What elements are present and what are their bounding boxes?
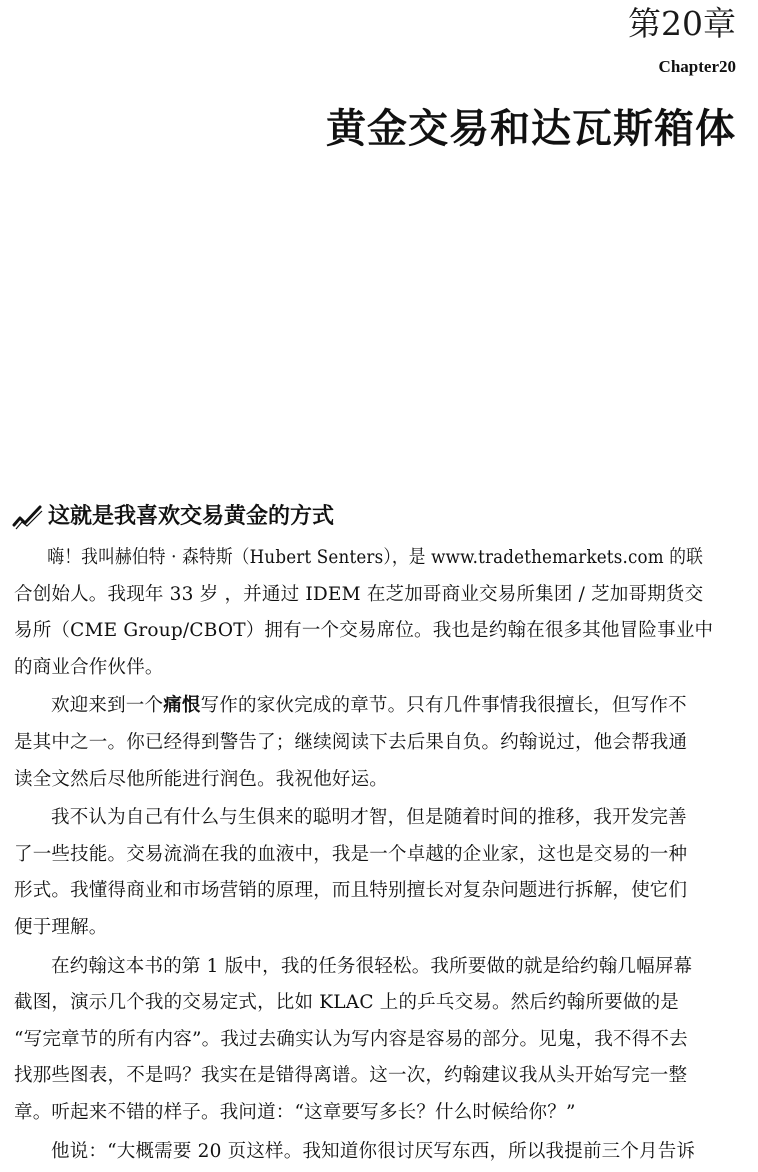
text-line: 合创始人。我现年 33 岁 ，并通过 IDEM 在芝加哥商业交易所集团 / 芝加哥期货交 — [14, 583, 704, 605]
text-line: 读全文然后尽他所能进行润色。我祝他好运。 — [14, 768, 389, 790]
paragraph-3 — [14, 800, 740, 946]
text-line: 我不认为自己有什么与生俱来的聪明才智，但是随着时间的推移，我开发完善 — [51, 807, 687, 829]
chapter-label: Chapter20 — [658, 57, 736, 76]
text-line: 在约翰这本书的第 1 版中，我的任务很轻松。我所要做的就是给约翰几幅屏幕 — [51, 955, 693, 977]
text-line: 了一些技能。交易流淌在我的血液中，我是一个卓越的企业家，这也是交易的一种 — [14, 843, 688, 865]
text-line — [14, 688, 740, 725]
text-fragment: 写作的家伙完成的章节。只有几件事情我很擅长，但写作不 — [200, 695, 687, 717]
text-line: “写完章节的所有内容”。我过去确实认为写内容是容易的部分。见鬼，我不得不去 — [14, 1028, 688, 1050]
trend-line-icon — [12, 503, 44, 531]
paragraph-5 — [14, 1134, 740, 1171]
paragraph-1 — [14, 540, 740, 686]
chapter-title: 黄金交易和达瓦斯箱体 — [326, 106, 736, 152]
chapter-number: 第20章 — [628, 4, 736, 43]
paragraph-4 — [14, 949, 740, 1132]
text-line: 形式。我懂得商业和市场营销的原理，而且特别擅长对复杂问题进行拆解，使它们 — [14, 880, 688, 902]
text-line: 嗨！我叫赫伯特 · 森特斯（Hubert Senters），是 www.tradethemarkets.com 的联 — [47, 547, 704, 568]
emphasis-text: 痛恨 — [163, 695, 201, 717]
body-text — [14, 540, 740, 1172]
text-line: 的商业合作伙伴。 — [14, 656, 164, 678]
text-line: 是其中之一。你已经得到警告了；继续阅读下去后果自负。约翰说过，他会帮我通 — [14, 731, 688, 753]
paragraph-2 — [14, 688, 740, 798]
text-line: 截图，演示几个我的交易定式，比如 KLAC 上的乒乓交易。然后约翰所要做的是 — [14, 992, 679, 1014]
section-heading — [12, 502, 334, 532]
text-line: 易所（CME Group/CBOT）拥有一个交易席位。我也是约翰在很多其他冒险事业中 — [14, 620, 714, 642]
section-heading-text: 这就是我喜欢交易黄金的方式 — [48, 504, 335, 529]
text-line: 章。听起来不错的样子。我问道：“这章要写多长？什么时候给你？” — [14, 1101, 576, 1123]
text-line: 找那些图表，不是吗？我实在是错得离谱。这一次，约翰建议我从头开始写完一整 — [14, 1065, 688, 1087]
text-line: 他说：“大概需要 20 页这样。我知道你很讨厌写东西，所以我提前三个月告诉 — [51, 1140, 696, 1162]
text-line: 便于理解。 — [14, 916, 108, 938]
text-fragment: 欢迎来到一个 — [51, 695, 164, 717]
